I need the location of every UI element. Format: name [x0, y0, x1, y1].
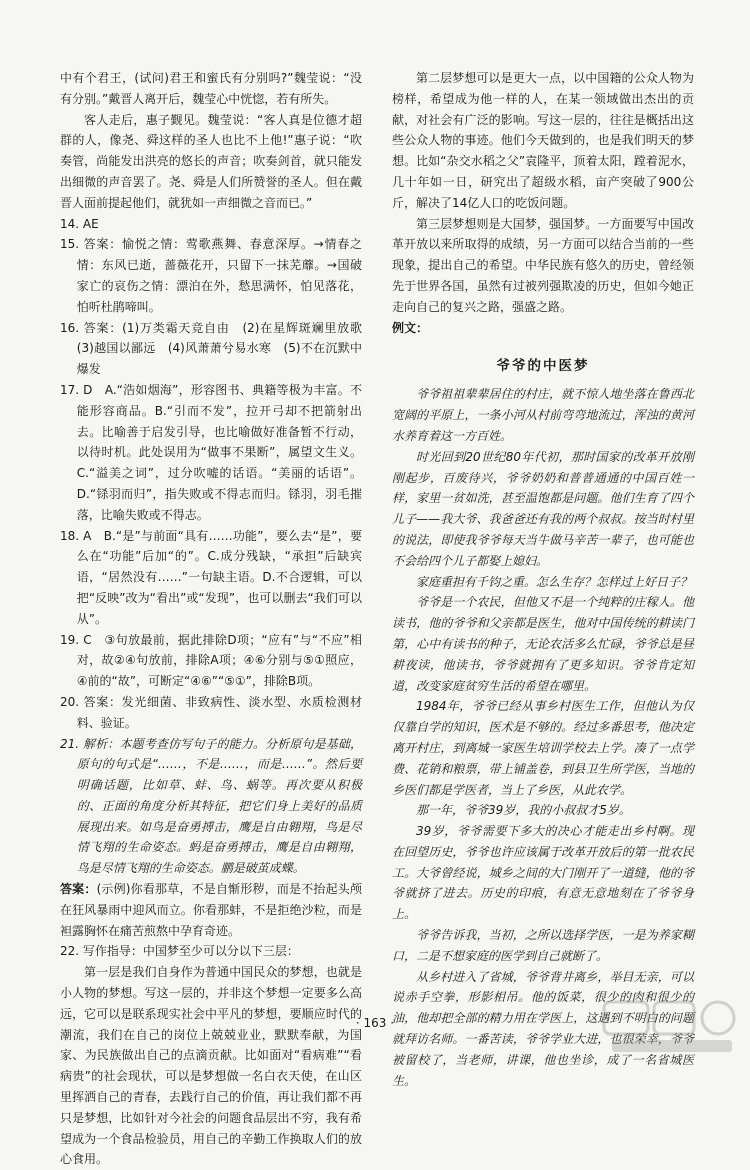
example-label: 例文： [392, 320, 429, 335]
answer-item-16: 16. 答案：(1)万类霜天竞自由 (2)在星辉斑斓里放歌 (3)越国以鄙远 (4)风萧萧兮易水寒 (5)不在沉默中爆发 [60, 320, 375, 377]
essay-title: 爷爷的中医梦 [496, 358, 590, 375]
right-column [392, 68, 694, 1091]
essay-paragraph: 爷爷告诉我，当初，之所以选择学医，一是为养家糊口，二是不想家庭的医学到自己就断了。 [392, 928, 694, 963]
watermark-logo-icon [602, 1000, 742, 1055]
essay-paragraph: 39岁，爷爷需要下多大的决心才能走出乡村啊。现在回望历史，爷爷也许应该属于改革开放后的第一批农民工。大爷曾经说，城乡之间的大门刚开了一道缝，他的爷爷就挤了进去。历史的印痕，有意无意地刻在了爷爷身上。 [392, 824, 694, 922]
answer-item-17: 17. D A.“浩如烟海”，形容图书、典籍等极为丰富。不能形容商品。B.“引而不发”，拉开弓却不把箭射出去。比喻善于启发引导，也比喻做好准备暂不行动，以待时机。此处误用为“做事不果断”，属望文生义。C.“溢美之词”，过分吹嘘的话语。“美丽的话语”。D.“铩羽而归”，指失败或不得志而归。铩羽，羽毛摧落，比喻失败或不得志。 [60, 382, 362, 522]
essay-paragraph: 1984年，爷爷已经从事乡村医生工作，但他认为仅仅靠自学的知识，医术是不够的。经过多番思考，他决定离开村庄，到离城一家医生培训学校去上学。凑了一点学费、花销和粮票，带上铺盖卷，到县卫生所学医，当地的乡医们都是学医者，当上了乡医，从此农学。 [392, 699, 694, 797]
essay-paragraph: 爷爷是一个农民，但他又不是一个纯粹的庄稼人。他读书，他的爷爷和父亲都是医生，他对中国传统的耕读门第，心中有读书的种子，无论农活多么忙碌，爷爷总是昼耕夜读，他读书，爷爷就拥有了更多知识。爷爷肯定知道，改变家庭贫穷生活的希望在哪里。 [392, 595, 694, 693]
answer-item-19: 19. C ③句放最前，据此排除D项；“应有”与“不应”相对，故②④句放前，排除A项；④⑥分别与⑤①照应，④前的“故”，可断定“④⑥”“⑤①”，排除B项。 [60, 632, 362, 689]
writing-guide-paragraph: 第一层是我们自身作为普通中国民众的梦想，也就是小人物的梦想。写这一层的，并非这个梦想一定要多么高远，它可以是联系现实社会中平凡的梦想，要顺应时代的潮流，我们在自己的岗位上兢兢业业，默默奉献，为国家、为民族做出自己的点滴贡献。比如面对“看病难”“看病贵”的社会现状，可以是梦想做一名白衣天使，在山区里挥洒自己的青春，去践行自己的价值，再让我们都不再只是梦想，比如针对今社会的问题食品层出不穷，我有希望成为一个食品检验员，用自己的辛勤工作换取人们的放心食用。 [60, 965, 362, 1167]
answer-item-20: 20. 答案：发光细菌、非致病性、淡水型、水质检测材料、验证。 [60, 694, 362, 730]
essay-paragraph: 从乡村进入了省城，爷爷背井离乡，举目无亲，可以说赤手空拳，形影相吊。他的饭菜，很少的肉和很少的油，他却把全部的精力用在学医上，这遇到不明白的问题就拜访名师。一番苦读，爷爷学业大进，也很荣幸，爷爷被留校了，当老师，讲课，他也坐诊，成了一名省城医生。 [392, 969, 694, 1088]
answer-item-14: 14. AE [60, 216, 99, 231]
answer-item-15: 15. 答案：愉悦之情：莺歌燕舞、春意深厚。→情春之情：东风已逝，蔷薇花开，只留下一抹芜蘼。→国破家亡的哀伤之情：漂泊在外，愁思满怀，怕见落花，怕听杜鹃啼叫。 [60, 237, 362, 314]
writing-guide-paragraph: 第三层梦想则是大国梦，强国梦。一方面要写中国改革开放以来所取得的成绩，另一方面可以结合当前的一些现象，提出自己的希望。中华民族有悠久的历史，曾经领先于世界各国，虽然有过被列强欺凌的历史，但如今她正走向自己的复兴之路，强盛之路。 [392, 216, 694, 314]
answer-item-18: 18. A B.“是”与前面“具有……功能”，要么去“是”，要么在“功能”后加“的”。C.成分残缺，“承担”后缺宾语，“居然没有……”一句缺主语。D.不合逻辑，可以把“反映”改为“看出”或“发现”，也可以删去“我们可以从”。 [60, 528, 362, 626]
answer-text: (示例)你看那草，不是自惭形秽，而是不抬起头颅在狂风暴雨中迎风而立。你看那蚌，不是拒绝沙粒，而是袒露胸怀在痛苦煎熬中孕育奇迹。 [60, 882, 362, 938]
passage-paragraph: 客人走后，惠子觐见。魏莹说：“客人真是位德才超群的人，像尧、舜这样的圣人也比不上他!”惠子说：“吹奏管，尚能发出洪亮的悠长的声音；吹奏剑首，就只能发出细微的声音罢了。尧、舜是人们所赞誉的圣人。但在戴晋人面前提起他们，就犹如一声细微之音而已。” [60, 112, 362, 210]
essay-paragraph: 家庭重担有千钧之重。怎么生存？怎样过上好日子？ [416, 574, 693, 589]
answer-item-22-intro: 22. 写作指导：中国梦至少可以分以下三层： [60, 944, 299, 959]
answer-item-21-answer [60, 879, 362, 941]
answer-item-21-analysis: 21. 解析：本题考查仿写句子的能力。分析原句是基础，原句的句式是“……，不是……，而是……”。然后要明确话题，比如草、蚌、鸟、蜗等。再次要从积极的、正面的角度分析其特征，把它们身上美好的品质展现出来。如鸟是奋勇搏击，鹰是自由翱翔，鸟是尽情飞翔的生命姿态。蚂是奋勇搏击，鹰是自由翱翔，鸟是尽情飞翔的生命姿态。鹏是破茧成蝶。 [60, 736, 362, 876]
answer-label: 答案： [60, 882, 97, 897]
essay-paragraph: 时光回到20世纪80年代初，那时国家的改革开放刚刚起步，百废待兴，爷爷奶奶和普普通通的中国百姓一样，家里一贫如洗，甚至温饱都是问题。他们生育了四个儿子——我大爷、我爸爸还有我的两个叔叔。按当时村里的说法，即使我爷爷每天当牛做马辛苦一辈子，也可能也不会给四个儿子都娶上媳妇。 [392, 449, 694, 568]
writing-guide-paragraph: 第二层梦想可以是更大一点，以中国籍的公众人物为榜样，希望成为他一样的人，在某一领域做出杰出的贡献，对社会有广泛的影响。写这一层的，往往是概括出这些公众人物的事迹。他们今天做到的，也是我们明天的梦想。比如“杂交水稻之父”袁隆平，顶着太阳，蹚着泥水，几十年如一日，研究出了超级水稻，亩产突破了900公斤，解决了14亿人口的吃饭问题。 [392, 71, 694, 210]
essay-paragraph: 爷爷祖祖辈辈居住的村庄，就不惊人地坐落在鲁西北宽阔的平原上，一条小河从村前弯弯地流过，浑浊的黄河水养育着这一方百姓。 [392, 387, 694, 443]
essay-paragraph: 那一年，爷爷39岁，我的小叔叔才5岁。 [416, 803, 631, 818]
passage-paragraph: 中有个君王，(试问)君王和蜜氏有分别吗?”魏莹说：“没有分别。”戴晋人离开后，魏莹心中恍惚，若有所失。 [60, 71, 362, 106]
page-number: · 163 · [355, 1016, 395, 1030]
